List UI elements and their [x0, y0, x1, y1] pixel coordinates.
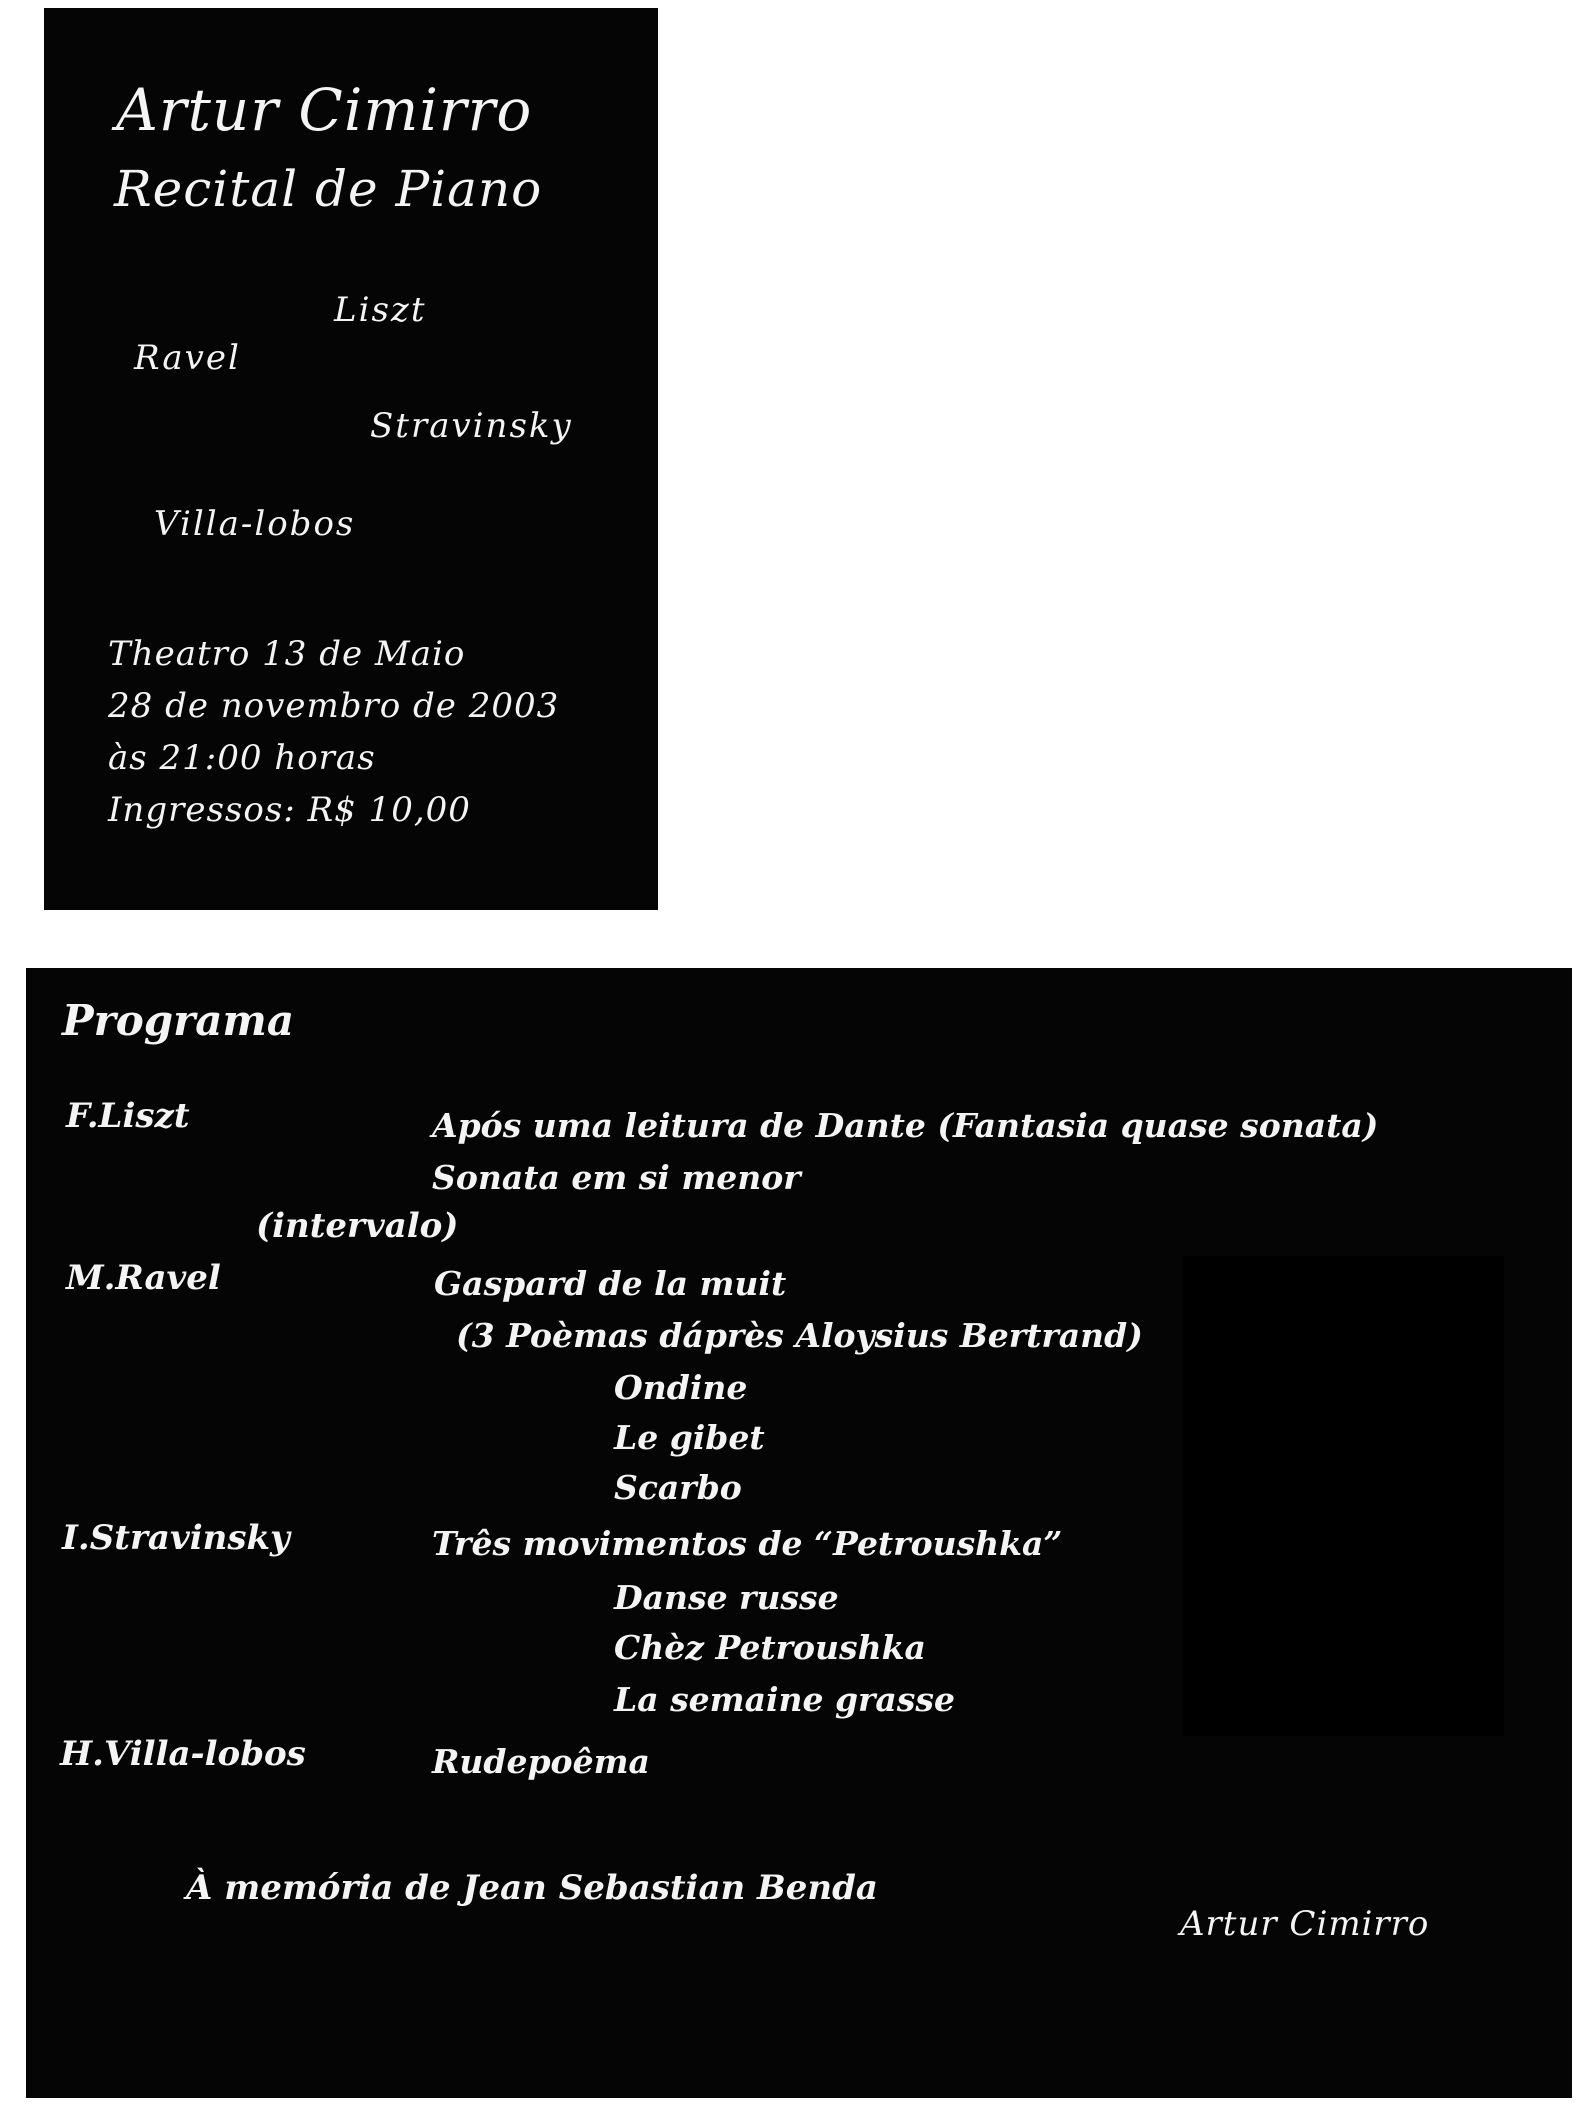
work-ravel-gaspard: Gaspard de la muit [434, 1264, 787, 1303]
event-date: 28 de novembro de 2003 [108, 686, 560, 726]
program-composer-ravel: M.Ravel [66, 1258, 221, 1298]
work-ravel-subtitle: (3 Poèmas dáprès Aloysius Bertrand) [456, 1316, 1143, 1355]
program-card [26, 968, 1572, 2098]
work-liszt-sonata: Sonata em si menor [432, 1158, 801, 1197]
program-composer-liszt: F.Liszt [66, 1096, 190, 1136]
dedication: À memória de Jean Sebastian Benda [186, 1868, 878, 1908]
work-stravinsky-petroushka: Três movimentos de “Petroushka” [432, 1524, 1063, 1563]
work-ravel-ondine: Ondine [614, 1368, 748, 1407]
dark-panel [1182, 1256, 1504, 1736]
ticket-price: Ingressos: R$ 10,00 [108, 790, 471, 830]
event-title: Recital de Piano [114, 160, 543, 218]
event-info [108, 628, 559, 836]
invitation-card [44, 8, 658, 910]
work-villa-lobos-rudepoema: Rudepoêma [432, 1742, 650, 1781]
work-liszt-dante: Após uma leitura de Dante (Fantasia quase sonata) [432, 1106, 1379, 1145]
work-ravel-le-gibet: Le gibet [614, 1418, 765, 1457]
work-stravinsky-chez-petroushka: Chèz Petroushka [614, 1628, 926, 1667]
composer-ravel: Ravel [134, 338, 241, 378]
event-time: às 21:00 horas [108, 738, 376, 778]
work-stravinsky-la-semaine-grasse: La semaine grasse [614, 1680, 955, 1719]
performer-name: Artur Cimirro [116, 76, 533, 144]
program-heading: Programa [62, 996, 295, 1045]
program-composer-villa-lobos: H.Villa-lobos [60, 1734, 306, 1774]
program-composer-stravinsky: I.Stravinsky [62, 1518, 290, 1558]
composer-stravinsky: Stravinsky [370, 406, 573, 446]
intermission-label: (intervalo) [256, 1206, 459, 1246]
work-ravel-scarbo: Scarbo [614, 1468, 742, 1507]
composer-liszt: Liszt [334, 290, 427, 330]
venue: Theatro 13 de Maio [108, 634, 466, 674]
work-stravinsky-danse-russe: Danse russe [614, 1578, 839, 1617]
composer-villa-lobos: Villa-lobos [154, 504, 356, 544]
signature: Artur Cimirro [1180, 1904, 1430, 1944]
